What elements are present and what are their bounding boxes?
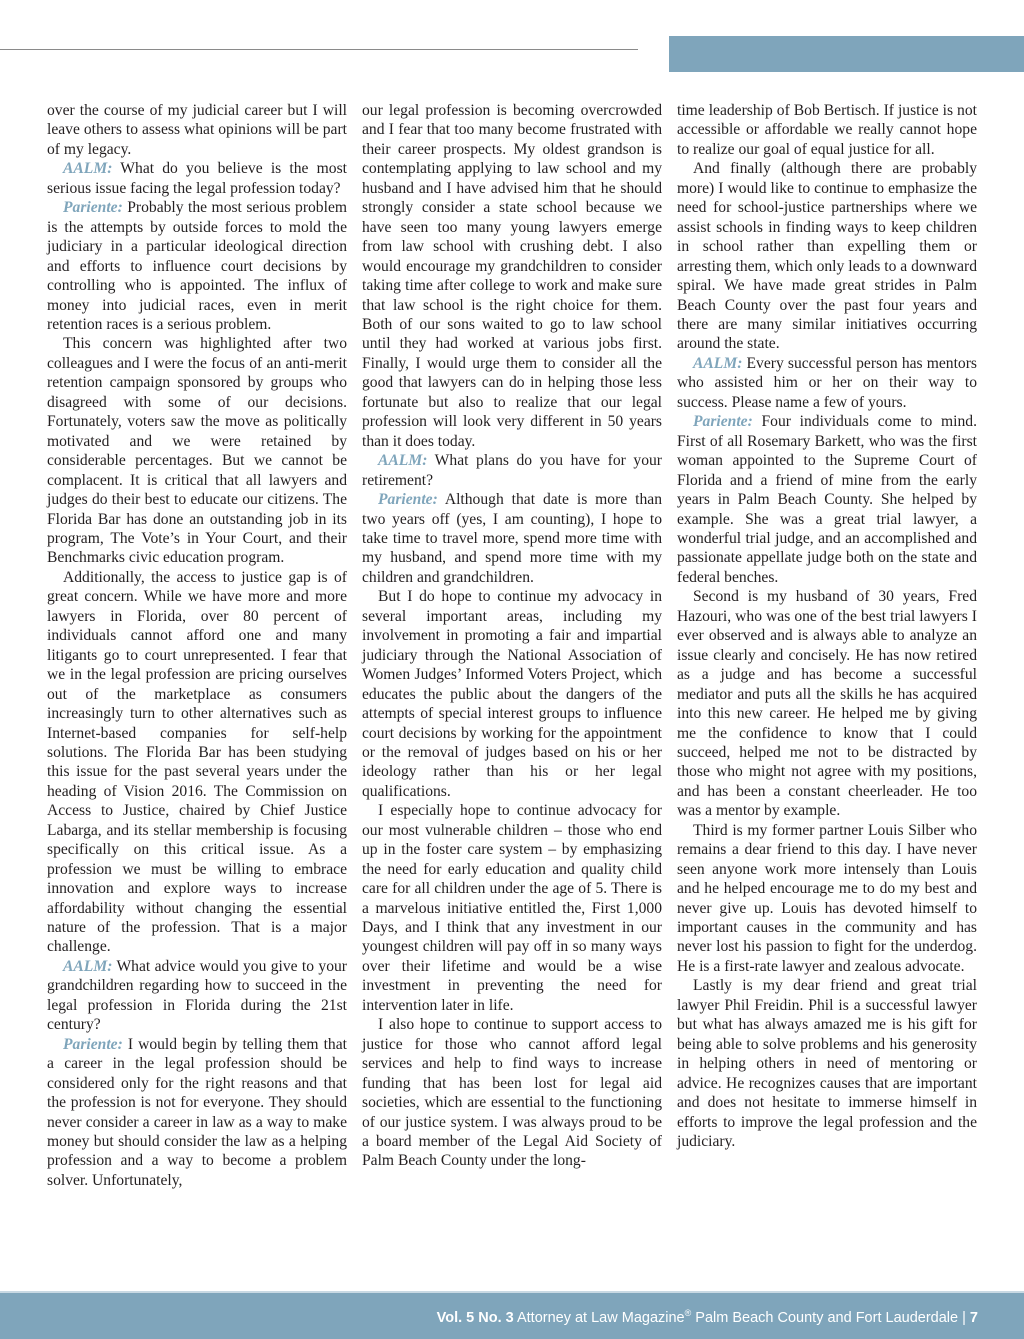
speaker-label: AALM: — [63, 957, 113, 975]
header-color-block — [669, 36, 1024, 72]
paragraph-text: I would begin by telling them that a career in the legal profession should be considered only for the right reasons and that the profession is not for everyone. They should never consider a career in law as a way to make money but should consider the law as a helping profession and a way to become a problem solver. Unfortunately, — [47, 1035, 347, 1189]
paragraph-text: Second is my husband of 30 years, Fred Hazouri, who was one of the best trial lawyers I ever observed and is always able to analyze an issue clearly and concisely. He has now retired as a judge and has become a successful mediator and puts all the skills he has acquired into this new career. He helped me by giving me the confidence to know that I could succeed, helped me not to be distracted by those who might not agree with my positions, and has been a constant cheerleader. He too was a mentor by example. — [677, 588, 977, 820]
paragraph — [677, 976, 977, 1151]
paragraph — [677, 821, 977, 977]
paragraph — [362, 1015, 662, 1171]
paragraph-text: Additionally, the access to justice gap is of great concern. While we have more and more lawyers in Florida, over 80 percent of individuals cannot afford one and many litigants go to court unrepresented. I fear that we in the legal profession are pricing ourselves out of the marketplace as consumers increasingly turn to other alternatives such as Internet-based companies for self-help solutions. The Florida Bar has been studying this issue for the past several years under the heading of Vision 2016. The Commission on Access to Justice, chaired by Chief Justice Labarga, and its stellar membership is focusing specifically on this critical issue. As a profession we must be willing to embrace innovation and explore ways to increase affordability without changing the essential nature of the profession. That is a major challenge. — [47, 568, 347, 956]
paragraph — [362, 451, 662, 490]
paragraph — [47, 101, 347, 159]
text-column-3 — [677, 101, 977, 1151]
speaker-label: Pariente: — [693, 413, 753, 431]
paragraph — [677, 159, 977, 354]
paragraph-text: Every successful person has mentors who assisted him or her on their way to success. Please name a few of yours. — [677, 354, 977, 411]
paragraph — [47, 568, 347, 957]
paragraph-text: And finally (although there are probably more) I would like to continue to emphasize the need for school-justice partnerships where we assist schools in finding ways to keep children in school rather than expelling them or arresting them, which only leads to a downward spiral. We have made great strides in Palm Beach County over the past four years and there are many similar initiatives occurring around the state. — [677, 160, 977, 353]
paragraph — [47, 198, 347, 334]
paragraph — [362, 587, 662, 801]
paragraph-text: What advice would you give to your grandchildren regarding how to succeed in the legal profession in Florida during the 21st century? — [47, 957, 347, 1034]
paragraph-text: But I do hope to continue my advocacy in several important areas, including my involvement in promoting a fair and impartial judiciary through the National Association of Women Judges’ Informed Voters Project, which educates the public about the dangers of the attempts of special interest groups to influence court decisions by working for the appointment or the removal of judges based on his or her ideology rather than his or her legal qualifications. — [362, 588, 662, 800]
footer-separator: | — [962, 1309, 966, 1326]
footer-band — [0, 1291, 1024, 1339]
paragraph-text: What do you believe is the most serious issue facing the legal profession today? — [47, 160, 347, 197]
footer-volume: Vol. 5 No. 3 — [436, 1309, 514, 1326]
paragraph — [47, 1035, 347, 1191]
paragraph — [677, 101, 977, 159]
paragraph — [362, 490, 662, 587]
speaker-label: Pariente: — [63, 1035, 123, 1053]
paragraph-text: Although that date is more than two years off (yes, I am counting), I hope to take time to travel more, spend more time with my husband, and spend more time with my children and grandchildren. — [362, 491, 662, 586]
paragraph — [677, 412, 977, 587]
paragraph-text: Lastly is my dear friend and great trial lawyer Phil Freidin. Phil is a successful lawyer but what has always amazed me is his gift for being able to solve problems and his generosity in helping others in need of mentoring or advice. He recognizes causes that are important and does not hesitate to immerse himself in efforts to improve the legal profession and the judiciary. — [677, 977, 977, 1151]
footer-magazine: Attorney at Law Magazine — [516, 1309, 685, 1326]
paragraph — [362, 101, 662, 451]
paragraph-text: Four individuals come to mind. First of all Rosemary Barkett, who was the first woman appointed to the Supreme Court of Florida and a friend of mine from the early years in Palm Beach County. She helped by example. She was a great trial lawyer, a wonderful trial judge, and an accomplished and passionate appellate judge both on the state and federal benches. — [677, 413, 977, 586]
header-rule — [0, 49, 638, 50]
registered-mark: ® — [684, 1308, 692, 1318]
speaker-label: AALM: — [378, 452, 428, 470]
paragraph — [47, 334, 347, 567]
footer-text — [437, 1308, 978, 1326]
speaker-label: AALM: — [63, 160, 113, 178]
paragraph-text: I also hope to continue to support access to justice for those who cannot afford legal services and help to find ways to increase funding that has been lost for legal aid societies, which are essential to the functioning of our justice system. I was always proud to be a board member of the Legal Aid Society of Palm Beach County under the long- — [362, 1016, 662, 1170]
paragraph — [362, 801, 662, 1015]
footer-edition: Palm Beach County and Fort Lauderdale — [695, 1309, 959, 1326]
paragraph — [677, 587, 977, 820]
paragraph — [47, 957, 347, 1035]
paragraph — [47, 159, 347, 198]
paragraph-text: over the course of my judicial career but I will leave others to assess what opinions will be part of my legacy. — [47, 102, 347, 158]
speaker-label: Pariente: — [63, 199, 123, 217]
paragraph-text: What plans do you have for your retirement? — [362, 452, 662, 489]
paragraph-text: our legal profession is becoming overcrowded and I fear that too many become frustrated with their career prospects. My oldest grandson is contemplating applying to law school and my husband and I have advised him that he should strongly consider a state school because we have seen too many young lawyers emerge from law school with crushing debt. I also would encourage my grandchildren to consider taking time after college to work and make sure that law school is the right choice for them. Both of our sons waited to go to law school until they had worked at various jobs first. Finally, I would urge them to consider all the good that lawyers can do in helping those less fortunate but also to realize that our legal profession will look very different in 50 years than it does today. — [362, 102, 662, 450]
speaker-label: Pariente: — [378, 491, 438, 509]
paragraph — [677, 354, 977, 412]
page-number: 7 — [969, 1309, 978, 1326]
paragraph-text: time leadership of Bob Bertisch. If justice is not accessible or affordable we really cannot hope to realize our goal of equal justice for all. — [677, 102, 977, 158]
paragraph-text: Probably the most serious problem is the attempts by outside forces to mold the judiciary in a particular ideological direction and efforts to influence court decisions by controlling who is appointed. The influx of money into judicial races, even in merit retention races is a serious problem. — [47, 199, 347, 333]
paragraph-text: This concern was highlighted after two colleagues and I were the focus of an anti-merit retention campaign sponsored by groups who disagreed with some of our decisions. Fortunately, voters saw the move as politically motivated and we were retained by considerable percentages. But we cannot be complacent. It is critical that all lawyers and judges do their best to educate our citizens. The Florida Bar has done an outstanding job in its program, The Vote’s in Your Court, and their Benchmarks civic education program. — [47, 335, 347, 567]
text-column-2 — [362, 101, 662, 1171]
paragraph-text: Third is my former partner Louis Silber who remains a dear friend to this day. I have never seen anyone work more intensely than Louis and he helped encourage me to do my best and never give up. Louis has devoted himself to important causes in the community and has never lost his passion to fight for the underdog. He is a first-rate lawyer and zealous advocate. — [677, 821, 977, 975]
speaker-label: AALM: — [693, 354, 743, 372]
text-column-1 — [47, 101, 347, 1190]
paragraph-text: I especially hope to continue advocacy for our most vulnerable children – those who end up in the foster care system – by emphasizing the need for early education and quality child care for all children under the age of 5. There is a marvelous initiative entitled the, First 1,000 Days, and I think that any investment in our youngest children will pay off in so many ways over their lifetime and would be a wise investment in preventing the need for intervention later in life. — [362, 802, 662, 1014]
